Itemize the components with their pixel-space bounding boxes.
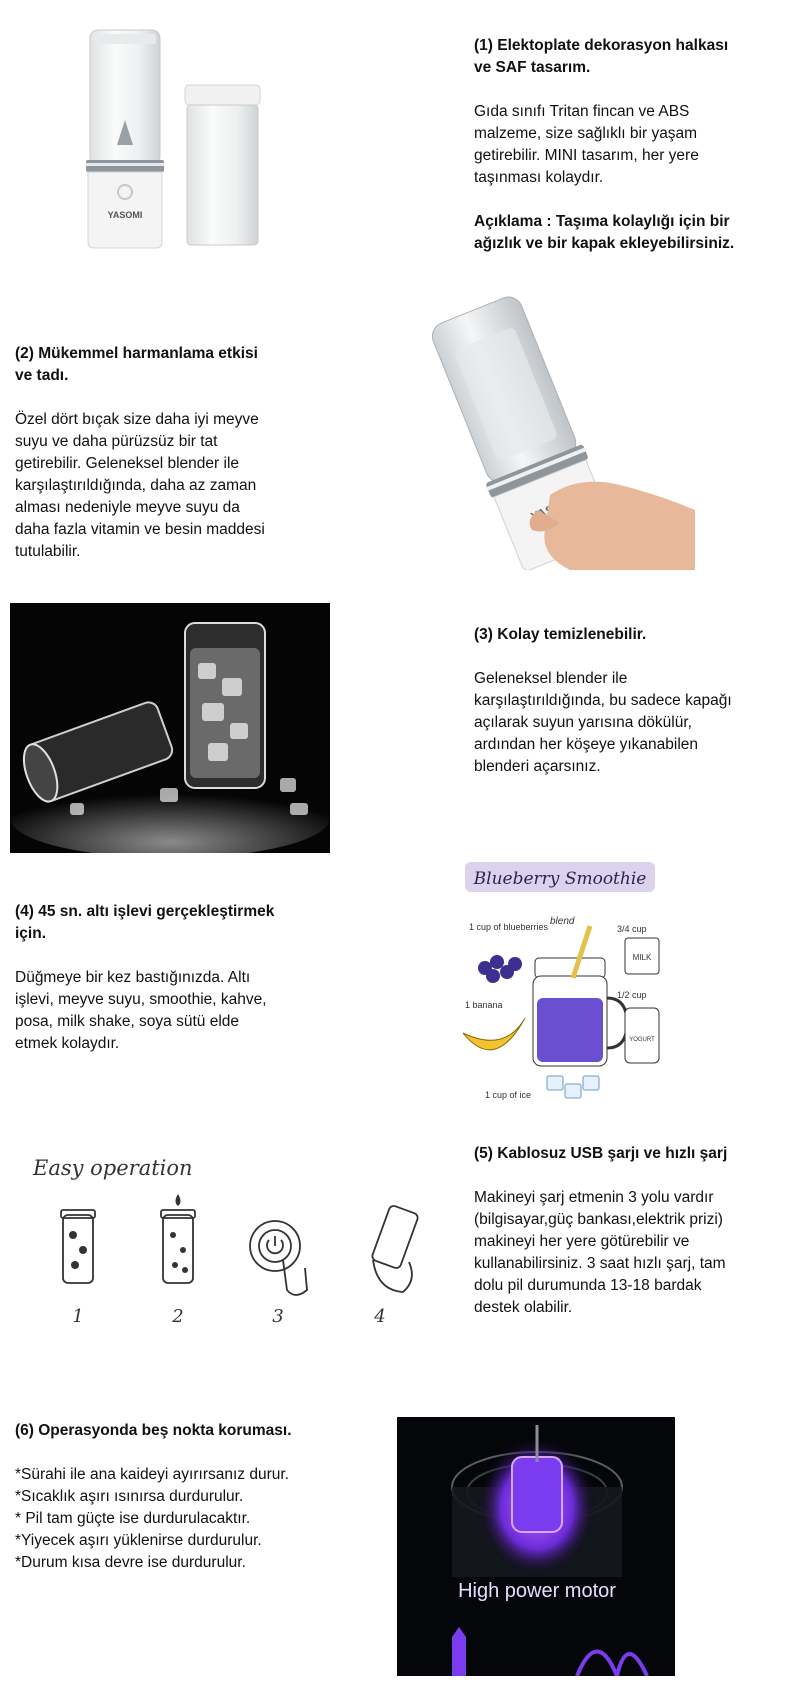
easy-operation-illustration: [25, 1150, 420, 1325]
motor-caption: High power motor: [458, 1580, 616, 1602]
easy-operation-title: Easy operation: [33, 1156, 193, 1180]
label-banana: 1 banana: [465, 1000, 503, 1010]
step-4: 4: [374, 1306, 386, 1325]
label-milk: MILK: [632, 953, 652, 962]
section-3-heading: (3) Kolay temizlenebilir.: [474, 626, 647, 643]
label-yogurt: YOGURT: [629, 1037, 655, 1043]
section-6: [15, 1420, 365, 1574]
step-3: 3: [272, 1306, 284, 1325]
brand-label: YASOMI: [107, 210, 143, 220]
section-2: [15, 343, 345, 563]
section-5: [474, 1143, 794, 1319]
step-1: 1: [72, 1306, 84, 1325]
product-photo: [70, 20, 300, 250]
section-5-heading: (5) Kablosuz USB şarjı ve hızlı şarj: [474, 1145, 728, 1162]
label-half-cup: 1/2 cup: [617, 990, 647, 1000]
section-4-heading: (4) 45 sn. altı işlevi gerçekleştirmek için.: [15, 903, 275, 942]
section-2-heading: (2) Mükemmel harmanlama etkisi ve tadı.: [15, 345, 258, 384]
smoothie-recipe-illustration: [455, 858, 680, 1113]
section-1-note: Açıklama : Taşıma kolaylığı için bir ağızlık ve bir kapak ekleyebilirsiniz.: [474, 213, 735, 252]
label-ice: 1 cup of ice: [485, 1090, 532, 1100]
motor-illustration: [397, 1417, 675, 1676]
label-blueberries: 1 cup of blueberries: [469, 922, 549, 932]
section-3: [474, 624, 794, 778]
section-4-body: Düğmeye bir kez bastığınızda. Altı işlevi, meyve suyu, smoothie, kahve, posa, milk shake, soya sütü elde etmek kolaydır.: [15, 969, 267, 1052]
smoothie-title: Blueberry Smoothie: [473, 869, 647, 889]
section-5-body: Makineyi şarj etmenin 3 yolu vardır (bilgisayar,güç bankası,elektrik prizi) makineyi her yere götürebilir ve kullanabilirsiniz. 3 saat hızlı şarj, tam dolu pil durumunda 13-18 bardak destek olabilir.: [474, 1189, 726, 1316]
label-three-quarter-cup: 3/4 cup: [617, 924, 647, 934]
section-1: [474, 35, 794, 255]
section-3-body: Geleneksel blender ile karşılaştırıldığında, bu sadece kapağı açılarak suyun yarısına dökülür, ardından her köşeye yıkanabilen blenderi açarsınız.: [474, 670, 732, 775]
section-2-body: Özel dört bıçak size daha iyi meyve suyu ve daha pürüzsüz bir tat getirebilir. Geleneksel blender ile karşılaştırıldığında, daha az zaman alması nedeniyle meyve suyu da daha fazla vitamin ve besin maddesi tutulabilir.: [15, 411, 265, 560]
section-4: [15, 901, 345, 1055]
section-1-body: Gıda sınıfı Tritan fincan ve ABS malzeme, size sağlıklı bir yaşam getirebilir. MINI tasarım, her yere taşınması kolaydır.: [474, 103, 699, 186]
section-6-heading: (6) Operasyonda beş nokta koruması.: [15, 1422, 292, 1439]
section-6-body: *Sürahi ile ana kaideyi ayırırsanız durur. *Sıcaklık aşırı ısınırsa durdurulur. * Pil tam güçte ise durdurulacaktır. *Yiyecek aşırı yüklenirse durdurulur. *Durum kısa devre ise durdurulur.: [15, 1466, 289, 1571]
ice-glasses-photo: [10, 603, 330, 853]
label-blend: blend: [550, 916, 575, 927]
step-2: 2: [172, 1306, 184, 1325]
hand-blender-photo: [420, 295, 695, 570]
section-1-heading: (1) Elektoplate dekorasyon halkası ve SAF tasarım.: [474, 37, 729, 76]
